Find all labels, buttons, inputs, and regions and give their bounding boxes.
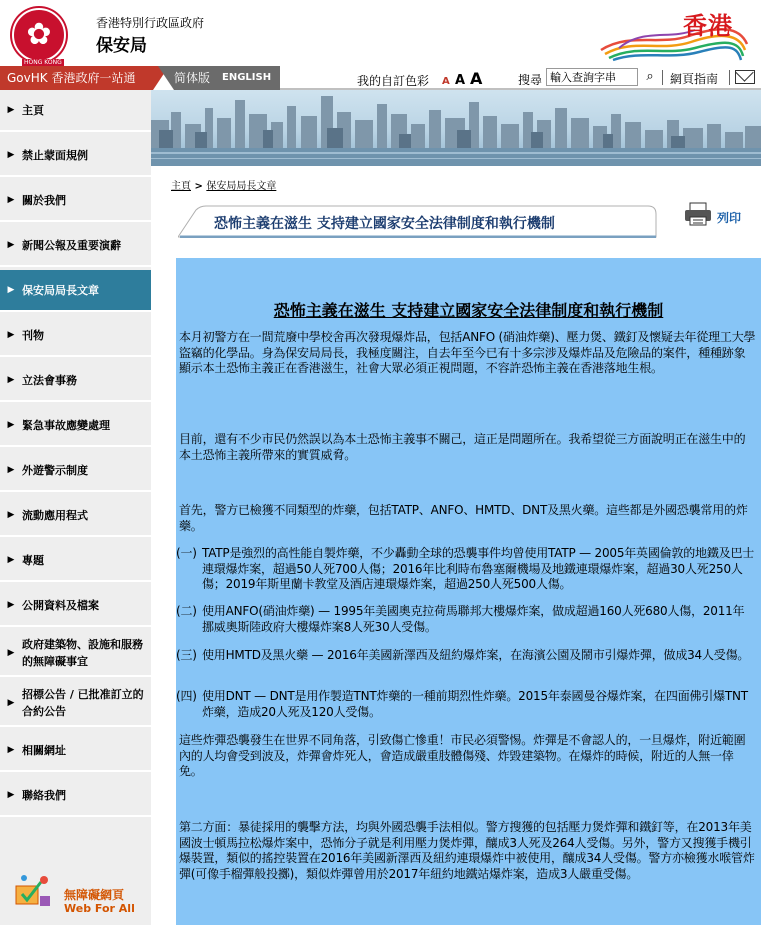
sidebar-item-label: 招標公告 / 已批准訂立的合約公告: [22, 687, 144, 718]
triangle-right-icon: ▶: [7, 330, 15, 340]
top-navbar: [0, 66, 761, 90]
article-paragraph-5: 第二方面：暴徒採用的襲擊方法，均與外國恐襲手法相似。警方搜獲的包括壓力煲炸彈和鐵釘等，在2013年美國波士頓馬拉松爆炸案中，恐怖分子就是利用壓力煲炸彈，釀成3人死及264人受傷。另外，警方又搜獲手機引爆裝置，類似的搖控裝置在2016年美國新澤西及紐約連環爆炸中被使用，釀成34人受傷。警方亦檢獲水喉管炸彈(可像手榴彈般投擲)，類似炸彈曾用於2017年紐約地鐵站爆炸案，造成3人嚴重受傷。: [179, 820, 755, 881]
sidebar-item-label: 聯絡我們: [22, 788, 66, 802]
article-paragraph-2: 目前，還有不少市民仍然誤以為本土恐怖主義事不關己，這正是問題所在。我希望從三方面說明正在滋生中的本土恐怖主義所帶來的實質威脅。: [179, 432, 746, 462]
triangle-right-icon: ▶: [7, 105, 15, 115]
sidebar-item-emergency[interactable]: [0, 405, 151, 447]
page-title-tab: [178, 204, 658, 238]
sidebar-item-secretary-articles[interactable]: [0, 270, 151, 312]
triangle-right-icon: ▶: [7, 420, 15, 430]
skyline-banner: [151, 90, 761, 166]
sidebar-item-anti-mask[interactable]: [0, 135, 151, 177]
font-size-large-button[interactable]: A: [470, 69, 483, 88]
sidebar-item-label: 刊物: [22, 328, 44, 342]
custom-color-link[interactable]: 我的自訂色彩: [357, 74, 430, 88]
font-size-medium-button[interactable]: A: [455, 73, 466, 88]
emblem-tag: HONG KONG: [24, 59, 62, 66]
list-item-text: 使用ANFO(硝油炸藥) — 1995年美國奧克拉荷馬聯邦大樓爆炸案，做成超過160人死680人傷，2011年挪威奧斯陸政府大樓爆炸案8人死30人受傷。: [202, 604, 745, 634]
sidebar-item-accessibility[interactable]: [0, 630, 151, 677]
list-item-text: TATP是強烈的高性能自製炸藥，不少轟動全球的恐襲事件均曾使用TATP — 2005年英國倫敦的地鐵及巴士連環爆炸案，超過50人死700人傷；2016年比利時布魯塞爾機場及地鐵連環爆炸案，超過30人死250人傷；2019年斯里蘭卡教堂及酒店連環爆炸案，超過250人死500人傷。: [202, 546, 755, 592]
article-body: [176, 258, 761, 925]
sidebar-item-label: 相關網址: [22, 743, 66, 757]
site-header: [0, 0, 761, 66]
list-item-number: (三): [176, 648, 197, 662]
list-item-number: (二): [176, 604, 197, 618]
sidebar-item-label: 緊急事故應變處理: [22, 418, 110, 432]
government-name: 香港特別行政區政府: [96, 16, 205, 30]
sidebar-item-mobile-apps[interactable]: [0, 495, 151, 537]
sidebar-item-links[interactable]: [0, 730, 151, 772]
sidebar-item-label: 禁止蒙面規例: [22, 148, 88, 162]
triangle-right-icon: ▶: [7, 555, 15, 565]
department-name[interactable]: 保安局: [96, 36, 147, 56]
brand-hong-kong-logo: [599, 6, 749, 62]
list-item-number: (四): [176, 689, 197, 703]
search-icon[interactable]: ⌕: [646, 69, 654, 84]
article-paragraph-1: 本月初警方在一間荒廢中學校舍再次發現爆炸品，包括ANFO (硝油炸藥)、壓力煲、鐵釘及懷疑去年從理工大學盜竊的化學品。身為保安局局長，我極度關注，自去年至今已有十多宗涉及爆炸品及危險品的案件，種種跡象顯示本土恐怖主義正在香港滋生，社會大眾必須正視問題，不容許恐怖主義在香港落地生根。: [179, 330, 756, 376]
sidebar-item-label: 保安局局長文章: [22, 283, 99, 297]
article-paragraph-3: 首先，警方已檢獲不同類型的炸藥，包括TATP、ANFO、HMTD、DNT及黑火藥。這些都是外國恐襲常用的炸藥。: [179, 503, 748, 533]
sidebar-item-travel-alert[interactable]: [0, 450, 151, 492]
list-item-text: 使用HMTD及黑火藥 — 2016年美國新澤西及紐約爆炸案，在海濱公園及鬧市引爆炸彈，做成34人受傷。: [202, 648, 750, 662]
triangle-right-icon: ▶: [7, 240, 15, 250]
sidebar-item-topics[interactable]: [0, 540, 151, 582]
emblem-ring: [12, 8, 66, 62]
sidebar-item-label: 立法會事務: [22, 373, 77, 387]
breadcrumb: [171, 177, 276, 192]
sidebar-item-press-releases[interactable]: [0, 225, 151, 267]
sidebar-item-legco[interactable]: [0, 360, 151, 402]
sidebar-item-label: 流動應用程式: [22, 508, 88, 522]
list-item-text: 使用DNT — DNT是用作製造TNT炸藥的一種前期烈性炸藥。2015年泰國曼谷爆炸案，在四面佛引爆TNT炸藥，造成20人死及120人受傷。: [202, 689, 748, 719]
sidebar-item-home[interactable]: [0, 90, 151, 132]
mail-icon[interactable]: [735, 70, 755, 84]
sidebar-item-contact[interactable]: [0, 775, 151, 817]
sidebar-item-label: 新聞公報及重要演辭: [22, 238, 121, 252]
triangle-right-icon: ▶: [7, 790, 15, 800]
triangle-right-icon: ▶: [7, 375, 15, 385]
sitemap-link[interactable]: 網頁指南: [670, 72, 719, 86]
search-input[interactable]: [546, 68, 638, 86]
nav-separator: [662, 70, 663, 85]
printer-icon[interactable]: [684, 202, 712, 226]
sidebar-item-public-info[interactable]: [0, 585, 151, 627]
sidebar-item-label: 專題: [22, 553, 44, 567]
govhk-link[interactable]: GovHK 香港政府一站通: [0, 66, 153, 90]
article-title: 恐怖主義在滋生 支持建立國家安全法律制度和執行機制: [273, 301, 664, 320]
web-for-all-english: Web For All: [64, 902, 135, 915]
sidebar-item-label: 政府建築物、設施和服務的無障礙事宜: [22, 637, 143, 668]
triangle-right-icon: ▶: [7, 600, 15, 610]
article-paragraph-4: 這些炸彈恐襲發生在世界不同角落，引致傷亡慘重！市民必須警惕。炸彈是不會認人的，一旦爆炸，附近範圍內的人均會受到波及，炸彈會炸死人，會造成嚴重肢體傷殘、炸毀建築物。在爆炸的時候，附近的人無一倖免。: [179, 733, 746, 779]
hksar-emblem-icon[interactable]: [10, 6, 68, 64]
search-label: 搜尋: [518, 73, 543, 87]
simplified-chinese-link[interactable]: 简体版: [174, 71, 211, 85]
sidebar-item-label: 關於我們: [22, 193, 66, 207]
triangle-right-icon: ▶: [7, 697, 15, 708]
triangle-right-icon: ▶: [7, 647, 15, 658]
triangle-right-icon: ▶: [7, 285, 15, 295]
print-button[interactable]: 列印: [717, 211, 742, 225]
breadcrumb-current-link[interactable]: 保安局局長文章: [206, 181, 277, 192]
brand-text: 香港: [683, 12, 733, 40]
breadcrumb-separator: >: [191, 181, 207, 192]
triangle-right-icon: ▶: [7, 745, 15, 755]
sidebar: [0, 90, 151, 925]
list-item-number: (一): [176, 546, 197, 560]
triangle-right-icon: ▶: [7, 195, 15, 205]
sidebar-item-label: 外遊警示制度: [22, 463, 88, 477]
skyline-image: [151, 90, 761, 166]
web-for-all-badge[interactable]: [14, 866, 139, 918]
triangle-right-icon: ▶: [7, 465, 15, 475]
sidebar-item-label: 公開資料及檔案: [22, 598, 99, 612]
nav-separator: [729, 70, 730, 85]
triangle-right-icon: ▶: [7, 150, 15, 160]
breadcrumb-home-link[interactable]: 主頁: [171, 181, 191, 192]
triangle-right-icon: ▶: [7, 510, 15, 520]
sidebar-item-about-us[interactable]: [0, 180, 151, 222]
sidebar-item-tenders[interactable]: [0, 680, 151, 727]
bauhinia-icon: ✿: [26, 17, 52, 52]
web-for-all-chinese: 無障礙網頁: [64, 888, 125, 902]
sidebar-item-publications[interactable]: [0, 315, 151, 357]
font-size-small-button[interactable]: A: [442, 76, 450, 87]
sidebar-item-label: 主頁: [22, 103, 44, 117]
page-title: 恐怖主義在滋生 支持建立國家安全法律制度和執行機制: [214, 216, 555, 232]
english-link[interactable]: ENGLISH: [222, 72, 272, 83]
web-for-all-badge-icon: [14, 872, 54, 912]
